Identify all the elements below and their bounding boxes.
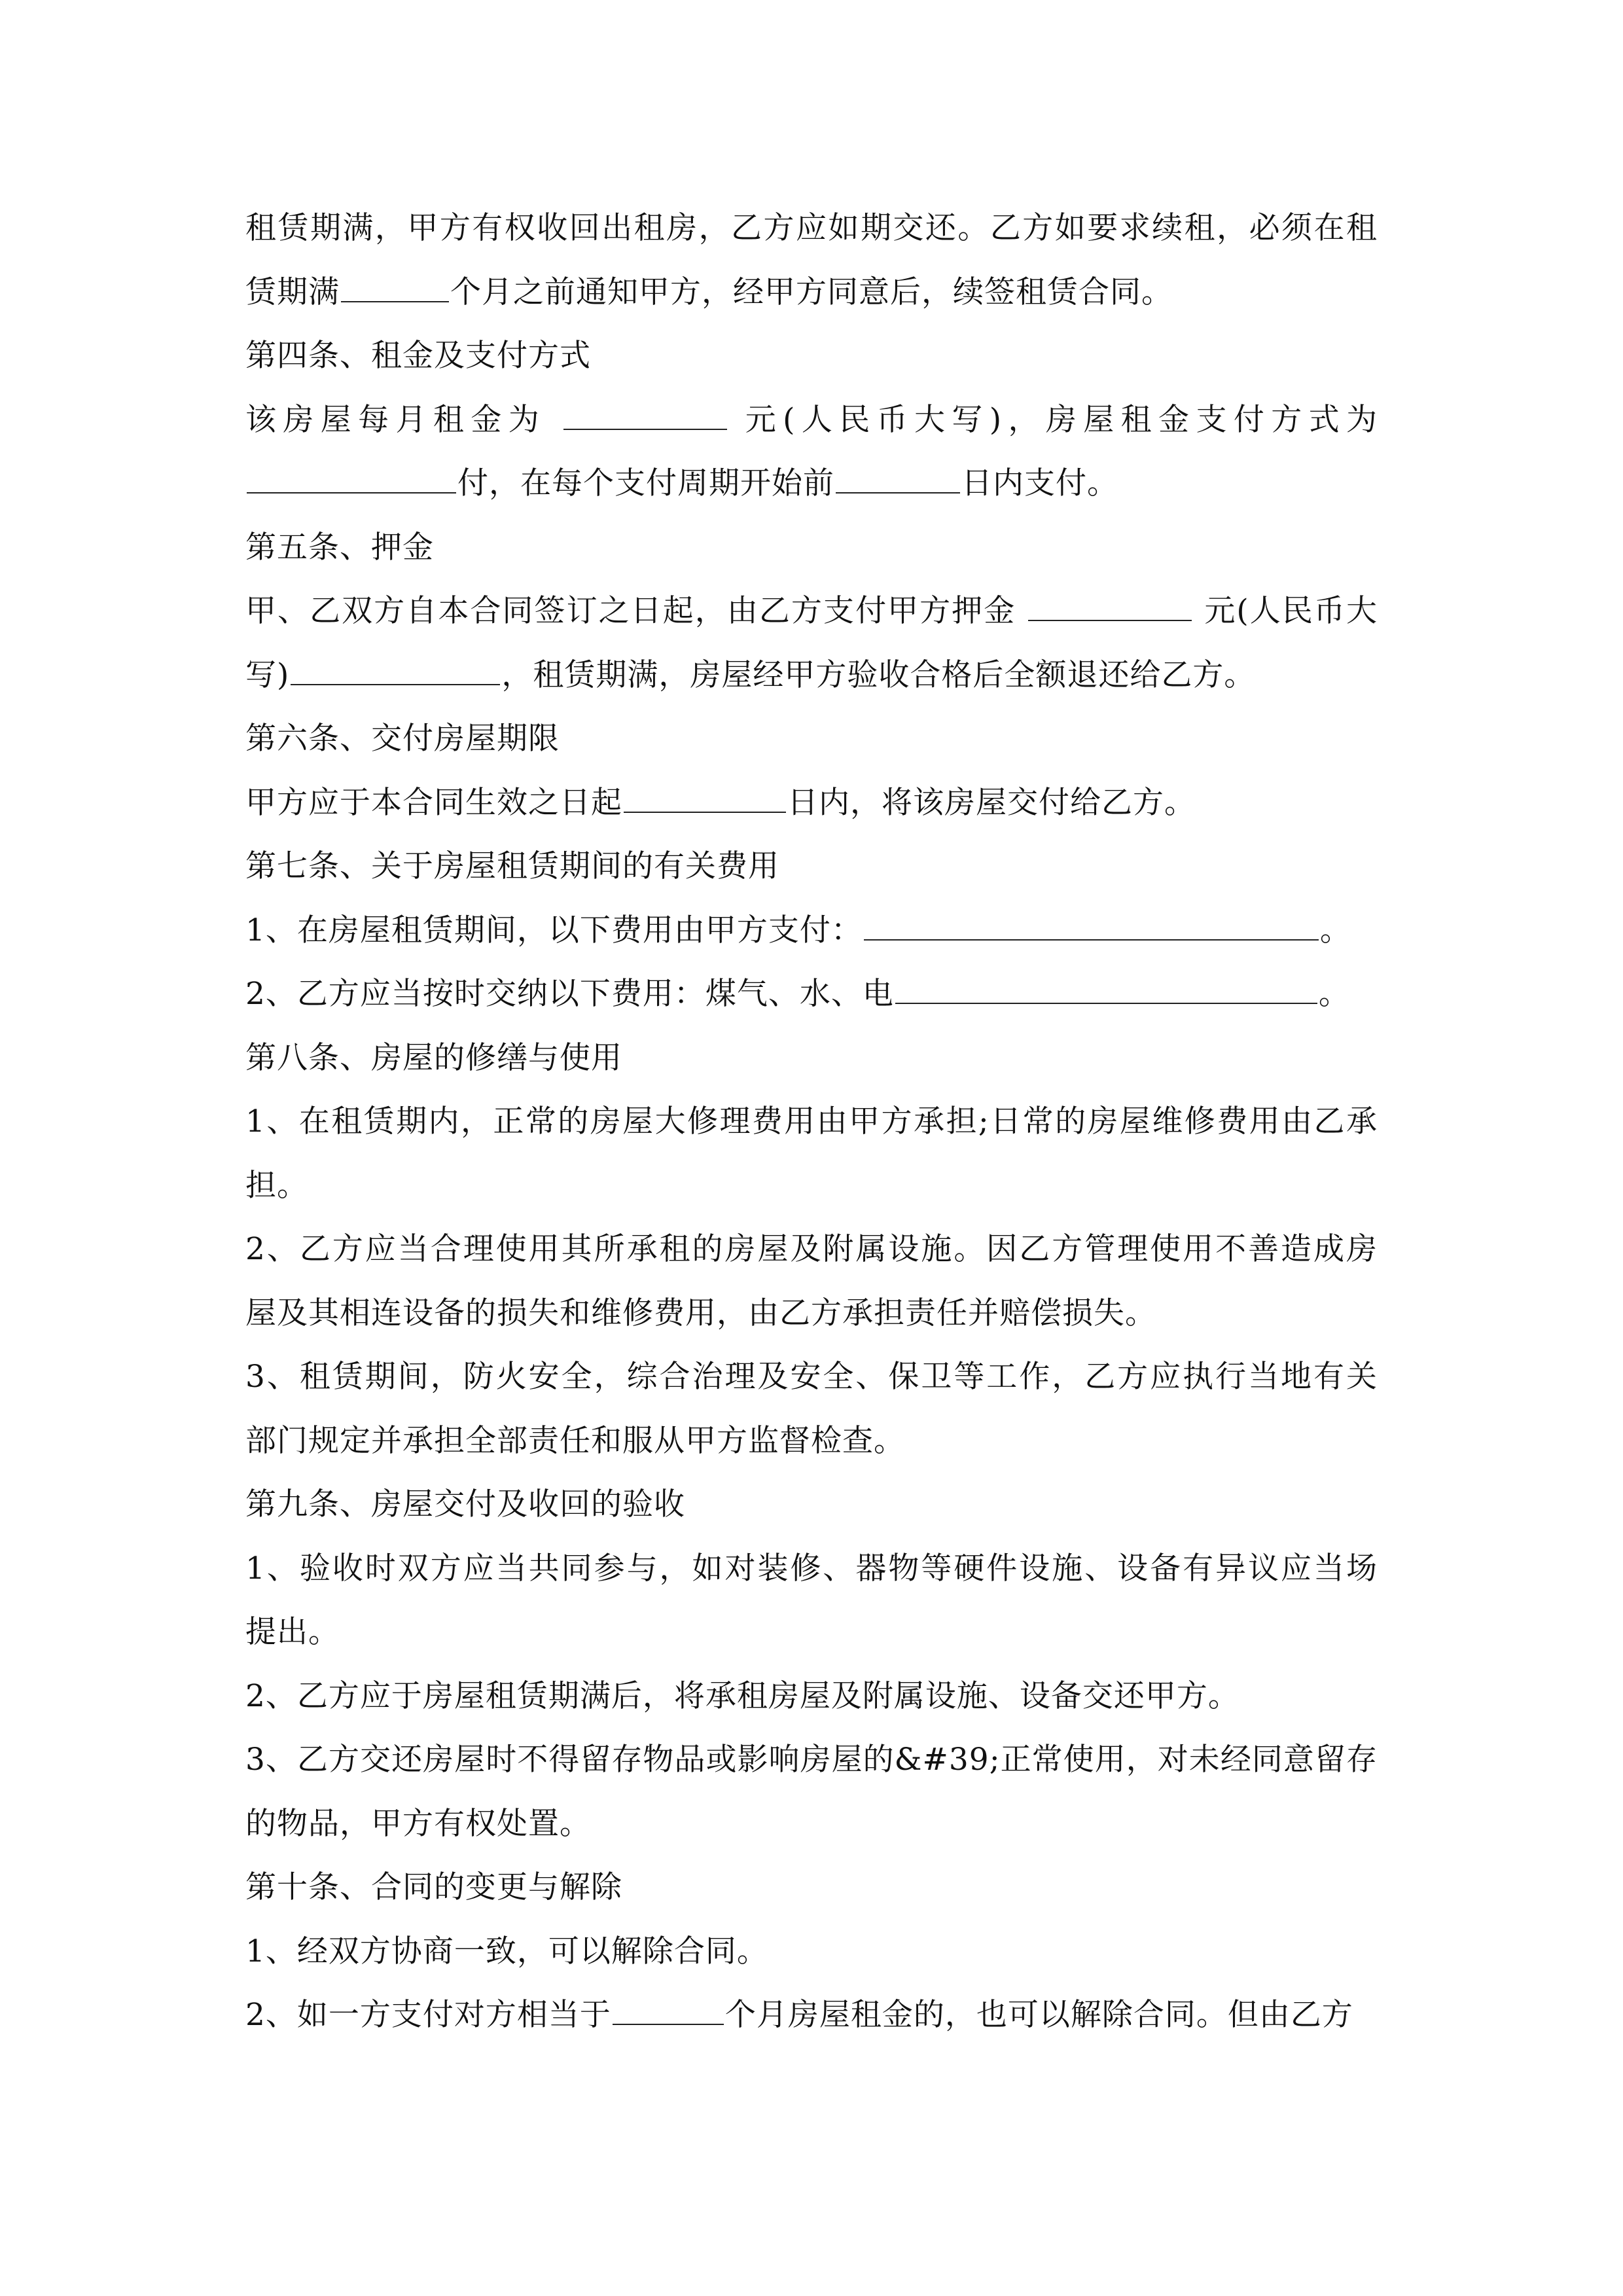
fill-in-blank[interactable] [1028, 586, 1192, 621]
heading-text: 第八条、房屋的修缮与使用 [245, 1039, 622, 1076]
text: 该房屋每月租金为 [245, 401, 546, 438]
heading-text: 第四条、租金及支付方式 [245, 338, 591, 374]
heading-text: 第十条、合同的变更与解除 [245, 1869, 622, 1905]
paragraph-line [245, 260, 1378, 325]
paragraph-line [245, 899, 1378, 963]
paragraph-line [245, 1983, 1378, 2047]
heading-text: 第九条、房屋交付及收回的验收 [245, 1486, 685, 1522]
fill-in-blank[interactable] [624, 778, 786, 813]
text: 个月之前通知甲方，经甲方同意后，续签租赁合同。 [450, 274, 1173, 310]
heading-text: 第七条、关于房屋租赁期间的有关费用 [245, 848, 779, 884]
paragraph-line [245, 1409, 1378, 1473]
text: 元(人民币大写)，房屋租金支付方式为 [745, 401, 1378, 438]
fill-in-blank[interactable] [247, 458, 456, 493]
section-heading [245, 1856, 1378, 1920]
text: 日内支付。 [961, 465, 1118, 501]
fill-in-blank[interactable] [836, 458, 960, 493]
fill-in-blank[interactable] [895, 969, 1317, 1004]
paragraph-line [245, 1282, 1378, 1346]
paragraph-line [245, 388, 1378, 452]
text: 2、乙方应当按时交纳以下费用：煤气、水、电 [245, 976, 894, 1012]
section-heading [245, 834, 1378, 899]
fill-in-blank[interactable] [341, 267, 449, 302]
section-heading [245, 707, 1378, 771]
text: 屋及其相连设备的损失和维修费用，由乙方承担责任并赔偿损失。 [245, 1295, 1156, 1331]
paragraph-line [245, 1537, 1378, 1601]
paragraph-line [245, 1154, 1378, 1218]
paragraph-line [245, 196, 1378, 260]
text: 1、在房屋租赁期间，以下费用由甲方支付： [245, 912, 863, 948]
paragraph-line [245, 1792, 1378, 1856]
text: 个月房屋租金的，也可以解除合同。但由乙方 [724, 1997, 1353, 2033]
paragraph-line [245, 643, 1378, 708]
section-heading [245, 516, 1378, 580]
paragraph-line [245, 579, 1378, 643]
text: 2、乙方应当合理使用其所承租的房屋及附属设施。因乙方管理使用不善造成房 [245, 1231, 1378, 1267]
text: 。 [1319, 912, 1351, 948]
paragraph-line [245, 1090, 1378, 1154]
paragraph-line [245, 962, 1378, 1026]
text: 3、租赁期间，防火安全，综合治理及安全、保卫等工作，乙方应执行当地有关 [245, 1359, 1378, 1395]
text: 日内，将该房屋交付给乙方。 [787, 784, 1196, 821]
heading-text: 第五条、押金 [245, 529, 434, 565]
text: 元(人民币大 [1204, 593, 1378, 629]
text: 赁期满 [245, 274, 340, 310]
paragraph-line [245, 1920, 1378, 1984]
paragraph-line [245, 1345, 1378, 1409]
fill-in-blank[interactable] [613, 1990, 724, 2025]
paragraph-line [245, 1217, 1378, 1282]
text: 部门规定并承担全部责任和服从甲方监督检查。 [245, 1422, 905, 1459]
text: 1、经双方协商一致，可以解除合同。 [245, 1933, 768, 1969]
heading-text: 第六条、交付房屋期限 [245, 721, 560, 757]
fill-in-blank[interactable] [563, 395, 727, 430]
text: 租赁期满，甲方有权收回出租房，乙方应如期交还。乙方如要求续租，必须在租 [245, 210, 1378, 246]
text: 写) [245, 656, 290, 693]
text: 。 [1318, 976, 1350, 1012]
text: 2、如一方支付对方相当于 [245, 1997, 611, 2033]
text: 的物品，甲方有权处置。 [245, 1805, 591, 1842]
text: 甲、乙双方自本合同签订之日起，由乙方支付甲方押金 [245, 593, 1016, 629]
paragraph-line [245, 1664, 1378, 1729]
text: 1、验收时双方应当共同参与，如对装修、器物等硬件设施、设备有异议应当场 [245, 1550, 1378, 1587]
fill-in-blank[interactable] [291, 650, 500, 685]
contract-page [245, 196, 1378, 2047]
paragraph-line [245, 1600, 1378, 1664]
text: 担。 [245, 1167, 308, 1204]
text: 1、在租赁期内，正常的房屋大修理费用由甲方承担;日常的房屋维修费用由乙承 [245, 1103, 1378, 1139]
section-heading [245, 324, 1378, 388]
text: 3、乙方交还房屋时不得留存物品或影响房屋的&#39;正常使用，对未经同意留存 [245, 1742, 1378, 1778]
paragraph-line [245, 771, 1378, 835]
section-heading [245, 1473, 1378, 1537]
text: ，租赁期满，房屋经甲方验收合格后全额退还给乙方。 [501, 656, 1256, 693]
text: 甲方应于本合同生效之日起 [245, 784, 622, 821]
section-heading [245, 1026, 1378, 1090]
text: 付，在每个支付周期开始前 [457, 465, 834, 501]
text: 提出。 [245, 1614, 340, 1650]
text: 2、乙方应于房屋租赁期满后，将承租房屋及附属设施、设备交还甲方。 [245, 1677, 1240, 1714]
paragraph-line [245, 452, 1378, 516]
fill-in-blank[interactable] [864, 905, 1319, 941]
paragraph-line [245, 1728, 1378, 1792]
